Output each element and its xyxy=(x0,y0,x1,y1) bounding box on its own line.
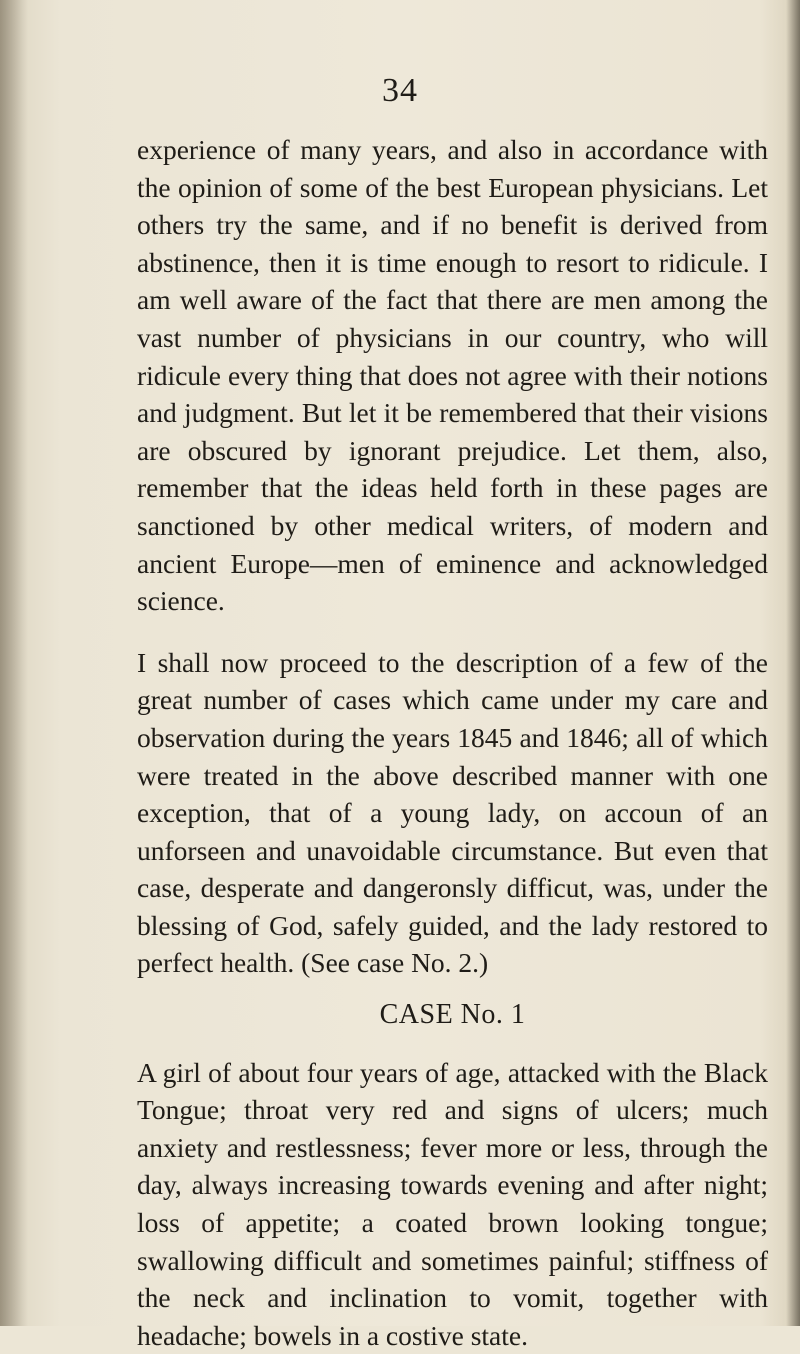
body-text xyxy=(137,131,768,1354)
page-number: 34 xyxy=(382,72,418,109)
paragraph-continuation: experience of many years, and also in accordance with the opinion of some of the best European physicians. Let others try the same, and if no benefit is derived from abstinence, then it is time enough to resort to ridicule. I am well aware of the fact that there are men among the vast number of physicians in our country, who will ridicule every thing that does not agree with their notions and judgment. But let it be remembered that their visions are obscured by ignorant prejudice. Let them, also, remember that the ideas held forth in these pages are sanctioned by other medical writers, of modern and ancient Europe—men of eminence and acknowledged science. xyxy=(137,134,768,617)
paragraph-case-intro: I shall now proceed to the description of a few of the great number of cases which came under my care and observation during the years 1845 and 1846; all of which were treated in the above described manner with one exception, that of a young lady, on accoun of an unforseen and unavoidable circumstance. But even that case, desperate and dangeronsly difficut, was, under the blessing of God, safely guided, and the lady restored to perfect health. (See case No. 2.) xyxy=(137,646,768,979)
page-edge-shadow xyxy=(786,0,800,1326)
binding-gutter-shadow xyxy=(0,0,28,1326)
case-heading: CASE No. 1 xyxy=(379,999,526,1031)
paragraph-case-1: A girl of about four years of age, attacked with the Black Tongue; throat very red and signs of ulcers; much anxiety and restlessness; fever more or less, through the day, always increasing towards evening and after night; loss of appetite; a coated brown looking tongue; swallowing difficult and sometimes painful; stiffness of the neck and inclination to vomit, together with headache; bowels in a costive state. xyxy=(137,1056,768,1351)
